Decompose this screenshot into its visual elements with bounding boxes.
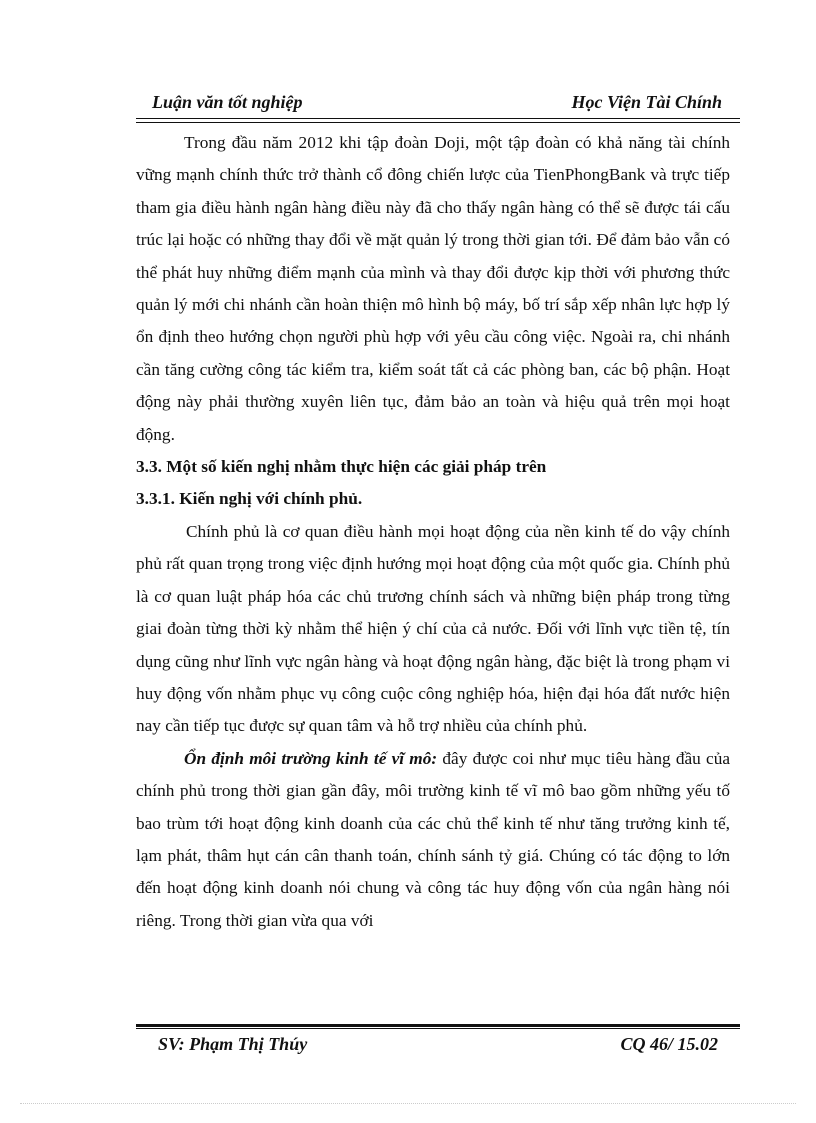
header-thesis-label: Luận văn tốt nghiệp <box>152 92 303 112</box>
paragraph-government: Chính phủ là cơ quan điều hành mọi hoạt động của nền kinh tế do vậy chính phủ rất quan trọng trong việc định hướng mọi hoạt động của một quốc gia. Chính phủ là cơ quan luật pháp hóa các chủ trương chính sách và những biện pháp trong từng giai đoàn từng thời kỳ nhằm thể hiện ý chí của cả nước. Đối với lĩnh vực tiền tệ, tín dụng cũng như lĩnh vực ngân hàng và hoạt động ngân hàng, đặc biệt là trong phạm vi huy động vốn nhằm phục vụ công cuộc công nghiệp hóa, hiện đại hóa đất nước hiện nay cần tiếp tục được sự quan tâm và hỗ trợ nhiều của chính phủ. <box>136 521 730 736</box>
page-edge-divider <box>20 1103 796 1104</box>
paragraph-macro-text: đây được coi như mục tiêu hàng đầu của chính phủ trong thời gian gần đây, môi trường kinh tế vĩ mô bao gồm những yếu tố bao trùm tới hoạt động kinh doanh của các chủ thể kinh tế như tăng trưởng kinh tế, lạm phát, thâm hụt cán cân thanh toán, chính sánh tỷ giá. Chúng có tác động to lớn đến hoạt động kinh doanh nói chung và công tác huy động vốn của ngân hàng nói riêng. Trong thời gian vừa qua với <box>136 748 731 930</box>
paragraph-doji: Trong đầu năm 2012 khi tập đoàn Doji, một tập đoàn có khả năng tài chính vững mạnh chính thức trở thành cổ đông chiến lược của TienPhongBank và trực tiếp tham gia điều hành ngân hàng điều này đã cho thấy ngân hàng có thể sẽ được tái cấu trúc lại hoặc có những thay đổi về mặt quản lý trong thời gian tới. Để đảm bảo vẫn có thể phát huy những điểm mạnh của mình và thay đổi được kịp thời với phương thức quản lý mới chi nhánh cần hoàn thiện mô hình bộ máy, bố trí sắp xếp nhân lực hợp lý ổn định theo hướng chọn người phù hợp với yêu cầu công việc. Ngoài ra, chi nhánh cần tăng cường công tác kiểm tra, kiểm soát tất cả các phòng ban, các bộ phận. Hoạt động này phải thường xuyên liên tục, đảm bảo an toàn và hiệu quả trên mọi hoạt động. <box>136 133 730 444</box>
footer-rule <box>136 1024 740 1030</box>
subsection-heading: 3.3.1. Kiến nghị với chính phủ. <box>136 489 363 509</box>
section-heading: 3.3. Một số kiến nghị nhằm thực hiện các giải pháp trên <box>136 457 547 477</box>
paragraph-macro-lead: Ổn định môi trường kinh tế vĩ mô: <box>184 748 438 768</box>
footer-class-code: CQ 46/ 15.02 <box>620 1034 718 1054</box>
paragraph-macro <box>136 743 730 937</box>
header-institution: Học Viện Tài Chính <box>571 92 722 112</box>
page-footer <box>136 1034 740 1062</box>
document-body <box>136 127 730 937</box>
header-rule <box>136 118 740 123</box>
footer-student: SV: Phạm Thị Thúy <box>158 1034 308 1054</box>
